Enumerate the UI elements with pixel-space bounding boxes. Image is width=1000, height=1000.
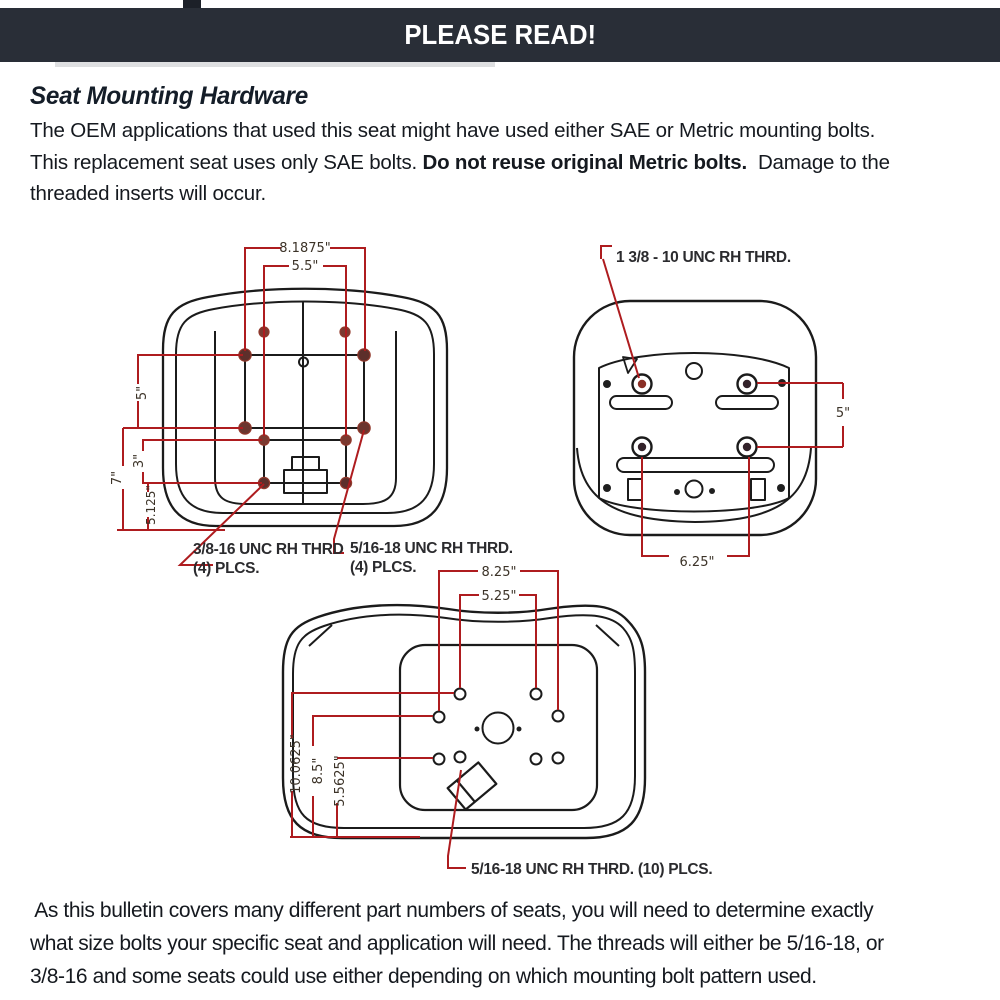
seat1-dim-left-upper: 5" <box>135 385 150 401</box>
seat3-dim-left-inner: 5.5625" <box>333 755 348 807</box>
seat1-dim-left-outer: 7" <box>110 470 125 486</box>
intro-line-2-bold: Do not reuse original Metric bolts. <box>422 150 747 174</box>
seat1-dim-top-inner: 5.5" <box>291 259 319 274</box>
seat3-dim-left-mid: 8.5" <box>311 757 326 785</box>
banner-title: PLEASE READ! <box>404 19 596 50</box>
seat1-thread-note-right-line2: (4) PLCS. <box>350 559 417 576</box>
seat3-dim-top-outer: 8.25" <box>481 565 517 580</box>
intro-line-2-pre: This replacement seat uses only SAE bolts. <box>30 150 423 174</box>
footer-paragraph <box>30 894 884 993</box>
seat1-thread-note-left-line2: (4) PLCS. <box>193 560 260 577</box>
seat2-thread-note: 1 3/8 - 10 UNC RH THRD. <box>616 249 791 266</box>
footer-line-2: what size bolts your specific seat and application will need. The threads will either be 5/16-18, or <box>30 932 884 955</box>
section-heading: Seat Mounting Hardware <box>30 82 308 110</box>
seat1-thread-note-left-line1: 3/8-16 UNC RH THRD <box>193 541 344 558</box>
footer-line-1: As this bulletin covers many different part numbers of seats, you will need to determine exactly <box>30 899 874 922</box>
seat2-dim-right: 5" <box>835 406 851 421</box>
intro-line-1: The OEM applications that used this seat might have used either SAE or Metric mounting bolts. <box>30 119 876 142</box>
intro-line-3: threaded inserts will occur. <box>30 182 266 205</box>
seat1-outline <box>163 289 447 526</box>
footer-line-3: 3/8-16 and some seats could use either depending on which mounting bolt pattern used. <box>30 965 817 988</box>
seat2-dim-bottom: 6.25" <box>679 555 715 570</box>
seat3-dim-top-inner: 5.25" <box>481 589 517 604</box>
seat1-dim-left-mid: 3" <box>132 453 147 469</box>
seat3-dim-left-outer: 10.0625" <box>289 734 304 794</box>
seat1-dim-top-outer: 8.1875" <box>279 241 331 256</box>
seat1-bolt-holes <box>239 327 370 489</box>
seat1-thread-note-right-line1: 5/16-18 UNC RH THRD. <box>350 540 513 557</box>
seat2-outline <box>574 301 816 535</box>
seat1-dim-left-lower: 5.125" <box>144 485 158 525</box>
intro-line-2-post: Damage to the <box>746 150 890 174</box>
seat3-thread-note: 5/16-18 UNC RH THRD. (10) PLCS. <box>471 861 713 878</box>
